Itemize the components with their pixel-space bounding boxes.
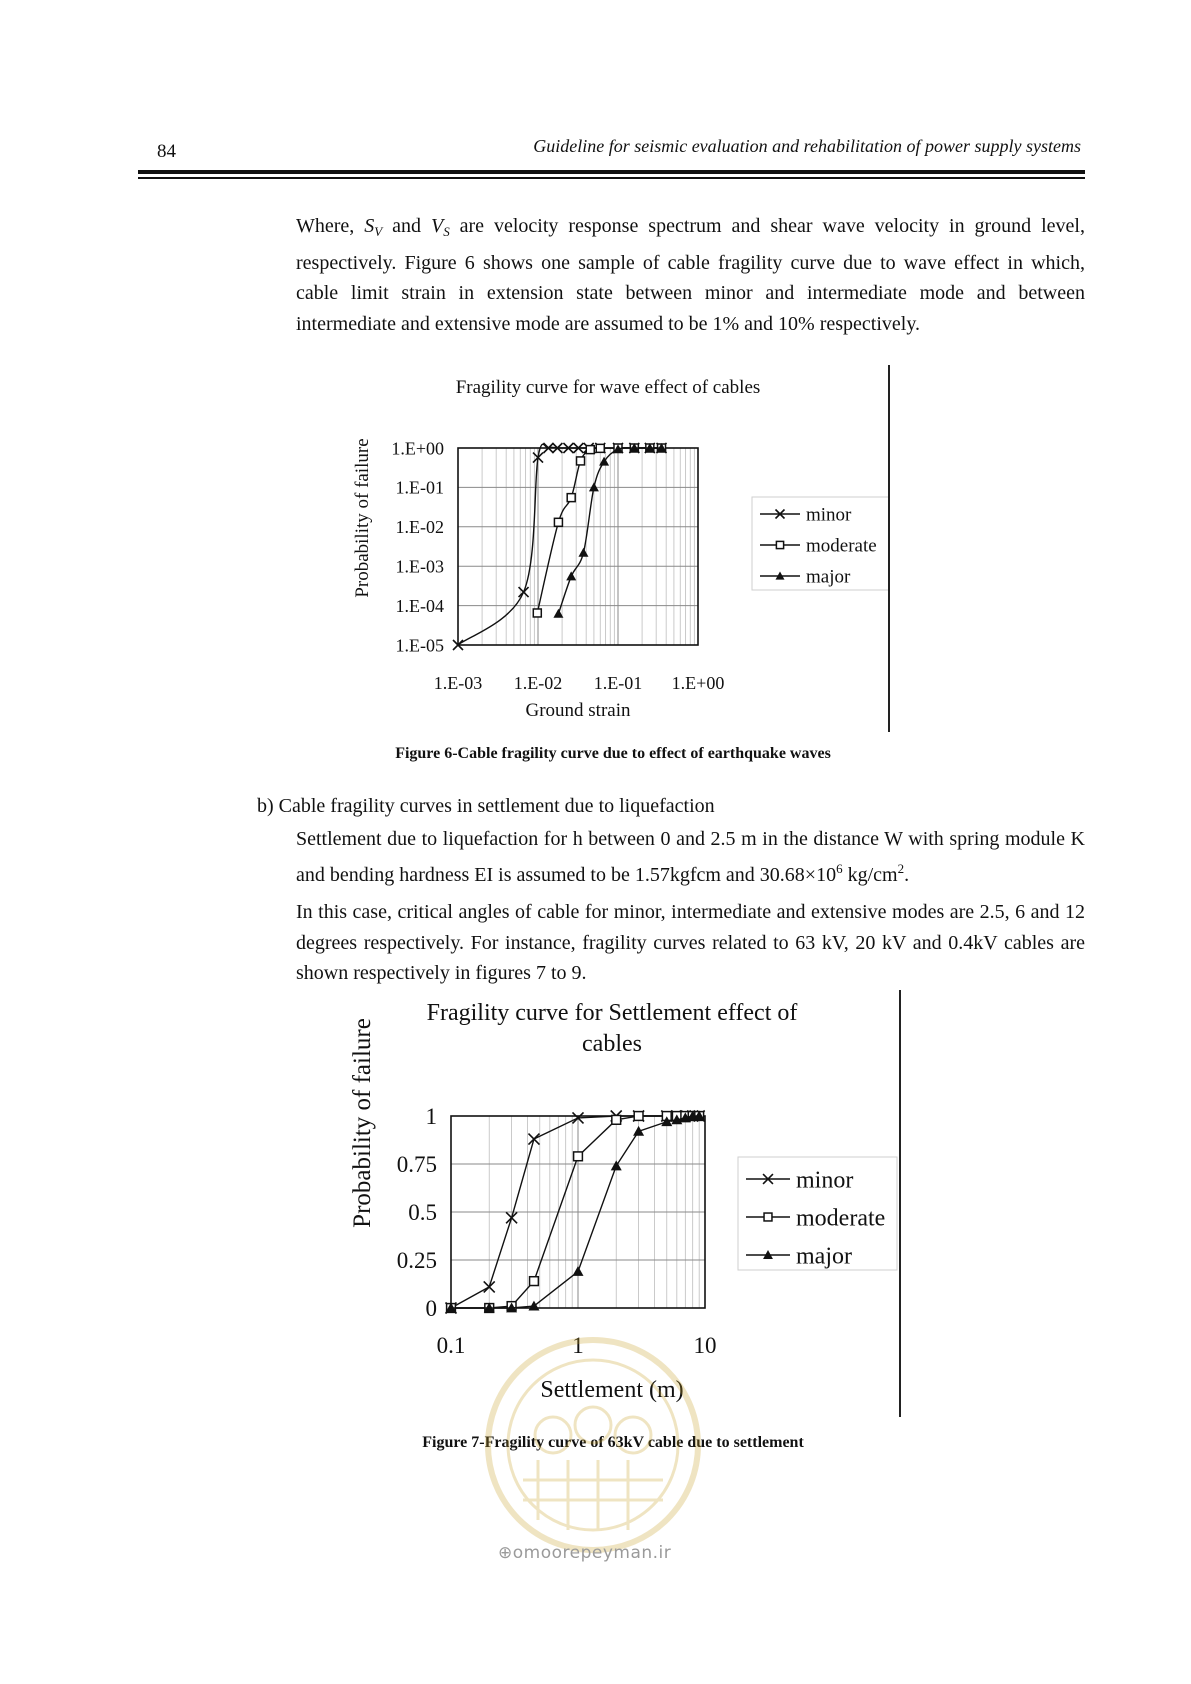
- x-tick-label: 0.1: [436, 1333, 466, 1358]
- y-tick-label: 1.E-02: [395, 517, 444, 538]
- chart-title-line1: Fragility curve for Settlement effect of: [426, 1000, 798, 1026]
- vs-symbol: $V_S$: [430, 215, 450, 239]
- legend-marker-moderate: [764, 1213, 772, 1221]
- y-tick-label: 0: [425, 1296, 437, 1322]
- y-tick-label: 1.E-04: [395, 595, 444, 616]
- watermark-globe-icon: ⊕: [498, 1543, 513, 1563]
- plot-frame: [458, 448, 698, 645]
- x-axis-label: Settlement (m): [540, 1377, 684, 1403]
- paragraph-wave-effect: [296, 211, 1085, 339]
- x-tick-label: 1.E+00: [671, 673, 725, 693]
- sv-symbol: $S_V$: [364, 215, 383, 239]
- y-axis-label: Probability of failure: [349, 1018, 376, 1228]
- figure7-side-rule: [899, 990, 901, 1417]
- paragraph-critical-angles: In this case, critical angles of cable for minor, intermediate and extensive modes are 2.5, 6 and 12 degrees respectively. For instance, fragility curves related to 63 kV, 20 kV and 0.4kV cables are shown respectively in figures 7 to 9.: [296, 901, 1085, 984]
- page-number: 84: [157, 141, 176, 162]
- data-point-moderate: [577, 457, 585, 465]
- y-axis-label: Probability of failure: [352, 438, 373, 598]
- y-tick-label: 1.E-01: [395, 477, 444, 498]
- chart-title: [427, 1000, 798, 1057]
- legend-label-minor: minor: [806, 504, 852, 526]
- x-tick-label: 1.E-03: [433, 673, 483, 693]
- legend-label-major: major: [806, 566, 851, 588]
- paragraph-text: and: [382, 215, 431, 237]
- chart-title: Fragility curve for wave effect of cables: [455, 377, 761, 398]
- chart-title-line2: cables: [582, 1031, 642, 1057]
- paragraph-text: kg/cm: [842, 864, 898, 886]
- figure7-caption: Figure 7-Fragility curve of 63kV cable due to settlement: [422, 1434, 804, 1451]
- data-point-moderate: [574, 1152, 583, 1161]
- y-tick-label: 1: [425, 1104, 437, 1130]
- legend-label-moderate: moderate: [806, 535, 877, 557]
- data-point-major: [611, 1160, 622, 1170]
- paragraph-text: Settlement due to liquefaction for h between 0 and 2.5 m in the distance W with spring module K and bending hardness EI is assumed to be 1.57kgfcm and 30.68×10: [296, 828, 1085, 886]
- header-rule-thick: [138, 170, 1085, 174]
- data-point-moderate: [634, 1112, 643, 1121]
- y-tick-label: 0.25: [396, 1248, 437, 1274]
- data-point-major: [573, 1266, 584, 1276]
- y-tick-label: 1.E+00: [391, 438, 444, 459]
- y-tick-label: 1.E-05: [395, 635, 444, 656]
- paragraph-text: are velocity response spectrum and shear wave velocity in ground level, respectively. Figure 6 shows one sample of cable fragility curve due to wave effect in which, cable limit strain in extension state between minor and intermediate mode and between intermediate and extensive mode are assumed to be 1% and 10% respectively.: [296, 215, 1085, 335]
- data-point-major: [566, 571, 576, 580]
- paragraph-settlement: Settlement due to liquefaction for h between 0 and 2.5 m in the distance W with spring module K and bending hardness EI is assumed to be 1.57kgfcm and $30.68\times 10^6$ $kg/cm^2$.: [296, 828, 1085, 886]
- x-tick-label: 1.E-02: [513, 673, 563, 693]
- data-point-major: [589, 482, 599, 491]
- running-title: Guideline for seismic evaluation and rehabilitation of power supply systems: [533, 136, 1081, 156]
- data-point-moderate: [554, 518, 562, 526]
- paragraph-text: Where,: [296, 215, 365, 237]
- figure6-chart: [340, 365, 900, 725]
- data-point-major: [528, 1301, 539, 1311]
- watermark-site-text: omoorepeyman.ir: [512, 1543, 672, 1563]
- x-tick-label: 10: [693, 1333, 717, 1358]
- data-point-major: [578, 548, 588, 557]
- legend-marker-moderate: [776, 541, 783, 548]
- data-point-moderate: [612, 1115, 621, 1124]
- watermark-site-label: [498, 1543, 671, 1563]
- y-tick-label: 1.E-03: [395, 556, 444, 577]
- figure6-side-rule: [888, 365, 890, 732]
- y-tick-label: 0.5: [408, 1200, 437, 1226]
- data-point-moderate: [533, 609, 541, 617]
- data-point-moderate: [530, 1277, 539, 1286]
- section-b-heading: b) Cable fragility curves in settlement due to liquefaction: [257, 795, 715, 817]
- y-tick-label: 0.75: [396, 1152, 437, 1178]
- x-tick-label: 1: [572, 1333, 584, 1358]
- data-point-moderate: [586, 446, 594, 454]
- series-line-moderate: [537, 448, 661, 613]
- data-point-minor: [528, 1134, 539, 1145]
- legend-label-minor: minor: [796, 1167, 854, 1194]
- data-point-major: [633, 1126, 644, 1136]
- x-tick-label: 1.E-01: [593, 673, 643, 693]
- header-rule-thin: [138, 177, 1085, 179]
- data-point-moderate: [596, 444, 604, 452]
- legend-label-major: major: [796, 1243, 852, 1270]
- x-axis-label: Ground strain: [525, 700, 631, 721]
- figure6-caption: Figure 6-Cable fragility curve due to effect of earthquake waves: [395, 745, 831, 762]
- legend-label-moderate: moderate: [796, 1205, 886, 1232]
- watermark-seal: [478, 1330, 708, 1560]
- data-point-moderate: [567, 494, 575, 502]
